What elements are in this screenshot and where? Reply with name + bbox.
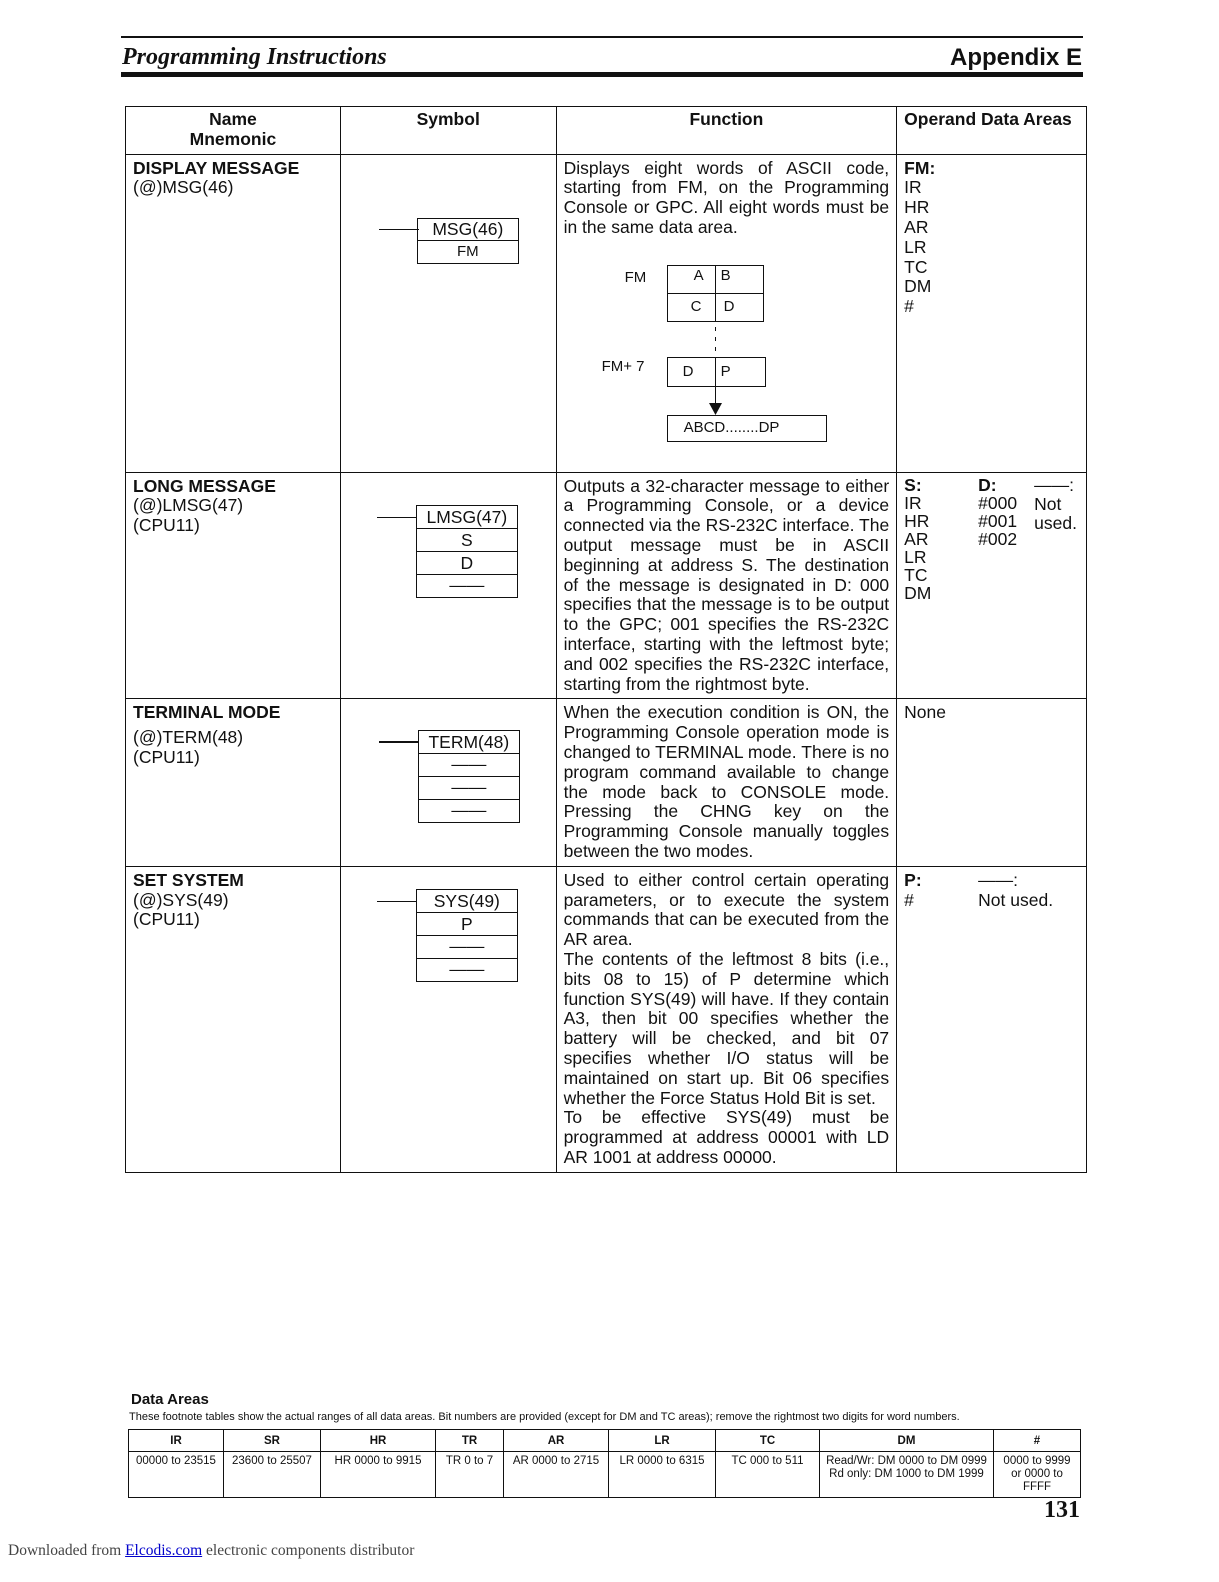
diagram-dot xyxy=(715,337,717,341)
symbol-operand-unused: —— xyxy=(449,574,485,595)
symbol-operand-s: S xyxy=(417,529,517,552)
operand-head: FM: xyxy=(904,157,936,178)
function-cell xyxy=(556,154,897,472)
instruction-cpu: (CPU11) xyxy=(133,909,200,930)
download-suffix: electronic components distributor xyxy=(206,1542,415,1559)
operand-d-001: #001 xyxy=(978,510,1018,531)
col-tr: TR xyxy=(436,1430,504,1452)
col-dm: DM xyxy=(820,1430,994,1452)
operand-hr: HR xyxy=(904,197,930,218)
ladder-line xyxy=(377,517,417,519)
symbol-operand: FM xyxy=(456,242,479,260)
symbol-operand-unused: —— xyxy=(419,777,519,800)
symbol-cell xyxy=(340,866,556,1172)
operand-cell xyxy=(897,699,1087,866)
header-rule-bottom xyxy=(121,72,1083,77)
instruction-name: LONG MESSAGE xyxy=(133,475,276,496)
operand-unused-head: ——: xyxy=(1034,474,1075,495)
symbol-operand-unused: —— xyxy=(451,800,487,821)
instruction-cpu: (CPU11) xyxy=(133,746,200,767)
footnote-title: Data Areas xyxy=(131,1391,209,1408)
val-dm-rw: Read/Wr: DM 0000 to DM 0999 xyxy=(826,1455,987,1467)
diagram-fm-label: FM xyxy=(624,268,647,286)
operand-d-002: #002 xyxy=(978,528,1018,549)
ladder-line xyxy=(379,741,419,743)
download-credit xyxy=(8,1542,414,1560)
symbol-operand-unused: —— xyxy=(417,936,517,959)
operand-cell xyxy=(897,154,1087,472)
val-tc: TC 000 to 511 xyxy=(716,1452,820,1498)
ladder-line xyxy=(377,901,417,903)
diagram-dot xyxy=(715,327,717,331)
symbol-cell xyxy=(340,154,556,472)
name-cell xyxy=(126,472,341,699)
table-row-term xyxy=(126,699,1087,866)
instruction-table xyxy=(125,106,1087,1173)
name-cell xyxy=(126,154,341,472)
col-lr: LR xyxy=(609,1430,716,1452)
table-row-sys xyxy=(126,866,1087,1172)
function-cell xyxy=(556,866,897,1172)
col-hash: # xyxy=(994,1430,1081,1452)
table-row-lmsg xyxy=(126,472,1087,699)
operand-cell xyxy=(897,472,1087,699)
instruction-cpu: (CPU11) xyxy=(133,515,200,536)
diagram-char-p: P xyxy=(720,362,731,380)
name-cell xyxy=(126,699,341,866)
operand-s-dm: DM xyxy=(904,582,932,603)
elcodis-link[interactable]: Elcodis.com xyxy=(125,1542,203,1559)
diagram-last-word xyxy=(667,357,766,387)
data-areas-header-row xyxy=(129,1430,1081,1452)
operand-hash: # xyxy=(904,296,914,317)
operand-cell xyxy=(897,866,1087,1172)
val-ir: 00000 to 23515 xyxy=(129,1452,224,1498)
function-text-1: Used to either control certain operating parameters, or to execute the system commands that can be executed from the AR area. xyxy=(563,869,890,950)
ladder-symbol-box xyxy=(416,889,518,982)
ladder-symbol-box xyxy=(418,730,520,823)
data-areas-value-row xyxy=(129,1452,1081,1498)
operand-d-000: #000 xyxy=(978,492,1018,513)
function-text-2: The contents of the leftmost 8 bits (i.e., bits 08 to 15) of P determine which function SYS(49) will have. If they contain A3, then bit 00 specifies whether the battery will be checked, and bit 07 specifies whether I/O status will be maintained on start up. Bit 06 specifies whether the Force Status Hold Bit is set. xyxy=(563,948,890,1108)
table-header-row xyxy=(126,107,1087,155)
header-name xyxy=(126,107,341,155)
operand-unused-note: Not used. xyxy=(978,889,1054,910)
header-rule-top xyxy=(121,36,1083,38)
diagram-char-c: C xyxy=(690,297,702,315)
operand-s-lr: LR xyxy=(904,546,927,567)
diagram-dot xyxy=(715,347,717,351)
diagram-result: ABCD........DP xyxy=(683,418,780,436)
function-text-3: To be effective SYS(49) must be programmed at address 00001 with LD AR 1001 at address 00000. xyxy=(563,1107,890,1167)
instruction-mnemonic: (@)MSG(46) xyxy=(133,177,234,198)
diagram-divider xyxy=(715,265,717,322)
function-cell xyxy=(556,699,897,866)
val-hash-hex: or 0000 to FFFF xyxy=(1011,1468,1063,1493)
col-sr: SR xyxy=(224,1430,321,1452)
arrow-down-icon xyxy=(709,403,722,415)
val-hr: HR 0000 to 9915 xyxy=(321,1452,436,1498)
val-dm xyxy=(820,1452,994,1498)
function-cell xyxy=(556,472,897,699)
diagram-divider xyxy=(715,357,717,387)
operand-tc: TC xyxy=(904,256,928,277)
function-text: Outputs a 32-character message to either a Programming Console, or a device connected via the RS-232C interface. The output message must be in ASCII beginning at address S. The destination of the message is designated in D: 000 specifies that the message is to be output to the GPC; 001 specifies the RS-232C interface, starting with the leftmost byte; and 002 specifies the RS-232C interface, starting from the rightmost byte. xyxy=(563,475,890,694)
operand-none: None xyxy=(904,702,947,723)
instruction-name: SET SYSTEM xyxy=(133,869,244,890)
val-hash-dec: 0000 to 9999 xyxy=(1003,1455,1071,1467)
instruction-name: TERMINAL MODE xyxy=(133,702,281,723)
val-lr: LR 0000 to 6315 xyxy=(609,1452,716,1498)
operand-unused-head: ——: xyxy=(978,869,1019,890)
instruction-mnemonic: (@)LMSG(47) xyxy=(133,495,244,516)
operand-s-ar: AR xyxy=(904,528,929,549)
operand-lr: LR xyxy=(904,236,927,257)
function-text: When the execution condition is ON, the Programming Console operation mode is changed to TERMINAL mode. There is no program command available to change the mode back to CONSOLE mode. Pressing the CHNG key on the Programming Console manually toggles between the two modes. xyxy=(563,702,890,861)
symbol-operand-unused: —— xyxy=(449,958,485,979)
col-hr: HR xyxy=(321,1430,436,1452)
operand-s-tc: TC xyxy=(904,564,928,585)
header-operand: Operand Data Areas xyxy=(897,107,1087,155)
diagram-char-b: B xyxy=(720,266,731,284)
header-title: Programming Instructions xyxy=(122,44,387,70)
header-mnemonic-label: Mnemonic xyxy=(189,128,277,149)
val-sr: 23600 to 25507 xyxy=(224,1452,321,1498)
operand-unused-note: Not used. xyxy=(1034,493,1077,533)
diagram-char-d: D xyxy=(723,297,735,315)
operand-p-head: P: xyxy=(904,869,922,890)
diagram-char-a: A xyxy=(693,266,704,284)
operand-s-hr: HR xyxy=(904,510,930,531)
symbol-mnemonic: MSG(46) xyxy=(418,219,518,241)
operand-s-ir: IR xyxy=(904,492,922,513)
ladder-line xyxy=(379,229,419,231)
diagram-char-d2: D xyxy=(682,362,694,380)
symbol-cell xyxy=(340,472,556,699)
operand-s-head: S: xyxy=(904,474,922,495)
symbol-operand-unused: —— xyxy=(419,754,519,777)
instruction-name: DISPLAY MESSAGE xyxy=(133,157,300,178)
operand-ir: IR xyxy=(904,177,922,198)
symbol-mnemonic: SYS(49) xyxy=(417,890,517,913)
header-appendix: Appendix E xyxy=(949,44,1082,71)
val-hash xyxy=(994,1452,1081,1498)
instruction-mnemonic: (@)SYS(49) xyxy=(133,889,229,910)
operand-ar: AR xyxy=(904,216,929,237)
symbol-mnemonic: LMSG(47) xyxy=(417,506,517,529)
download-prefix: Downloaded from xyxy=(8,1542,122,1559)
page-number: 131 xyxy=(1044,1497,1080,1523)
symbol-cell xyxy=(340,699,556,866)
operand-d-head: D: xyxy=(978,474,997,495)
diagram-fm7-label: FM+ 7 xyxy=(601,357,645,375)
operand-p-hash: # xyxy=(904,889,914,910)
ladder-symbol-box xyxy=(416,505,518,598)
symbol-mnemonic: TERM(48) xyxy=(419,731,519,754)
function-text: Displays eight words of ASCII code, starting from FM, on the Programming Console or GPC. All eight words must be in the same data area. xyxy=(563,157,890,237)
header-symbol: Symbol xyxy=(340,107,556,155)
col-ar: AR xyxy=(504,1430,609,1452)
table-row-msg xyxy=(126,154,1087,472)
val-ar: AR 0000 to 2715 xyxy=(504,1452,609,1498)
data-areas-table xyxy=(128,1429,1081,1498)
val-dm-ro: Rd only: DM 1000 to DM 1999 xyxy=(829,1468,984,1480)
instruction-mnemonic: (@)TERM(48) xyxy=(133,727,244,748)
ladder-symbol-box xyxy=(417,218,519,264)
symbol-operand-d: D xyxy=(417,552,517,575)
symbol-operand-p: P xyxy=(417,913,517,936)
header-function: Function xyxy=(556,107,897,155)
val-tr: TR 0 to 7 xyxy=(436,1452,504,1498)
col-ir: IR xyxy=(129,1430,224,1452)
footnote-subtitle: These footnote tables show the actual ranges of all data areas. Bit numbers are provided (except for DM and TC areas); remove the rightmost two digits for word numbers. xyxy=(129,1411,960,1423)
header-name-label: Name xyxy=(209,109,257,129)
name-cell xyxy=(126,866,341,1172)
col-tc: TC xyxy=(716,1430,820,1452)
operand-dm: DM xyxy=(904,276,932,297)
